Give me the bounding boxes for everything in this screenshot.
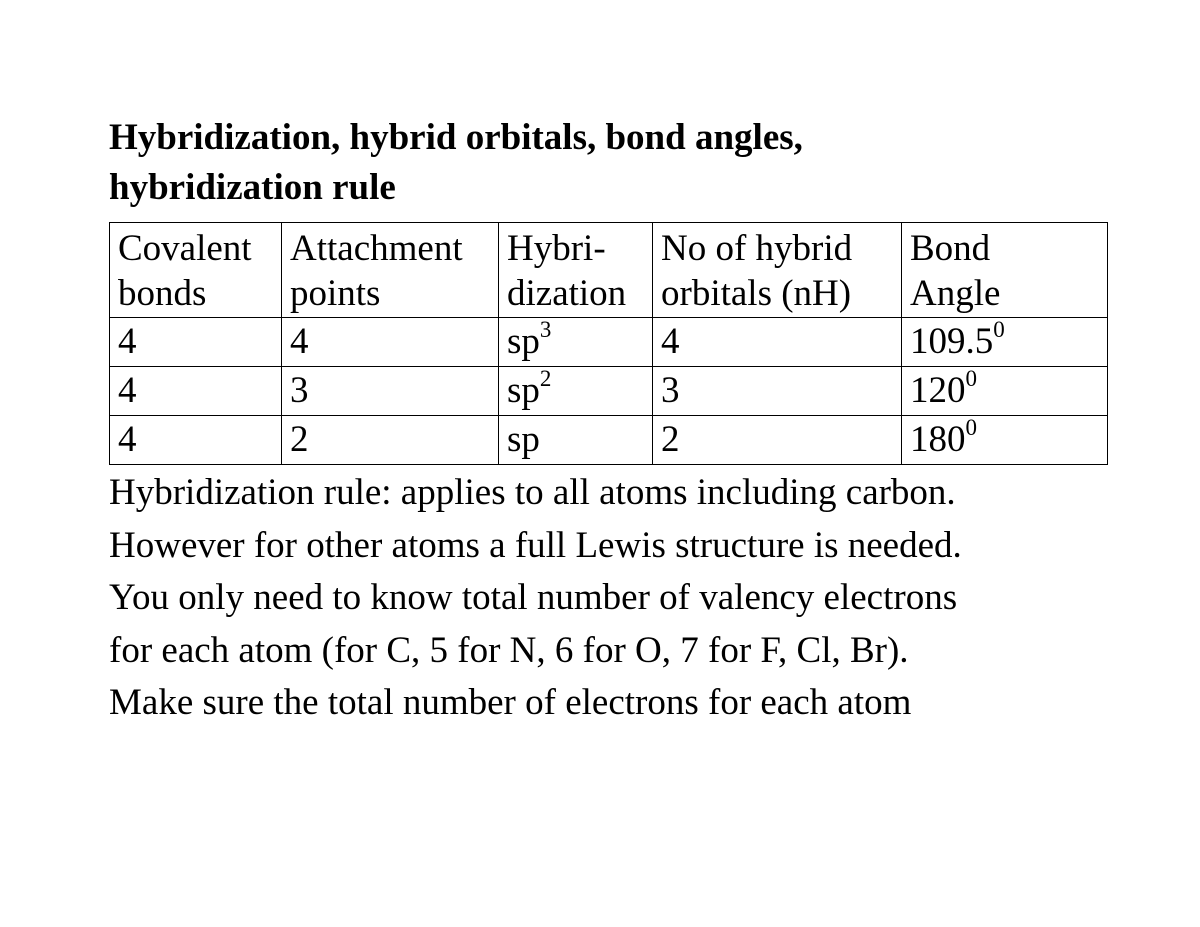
cell-hybrid-orbitals: 4 <box>653 318 902 367</box>
title-line-1: Hybridization, hybrid orbitals, bond angles, <box>109 117 803 158</box>
body-line: Make sure the total number of electrons for each atom <box>109 682 912 723</box>
table-row <box>110 318 1108 367</box>
cell-bond-angle: $120^0$ <box>902 367 1108 416</box>
cell-covalent-bonds: 4 <box>110 416 282 465</box>
body-line: However for other atoms a full Lewis structure is needed. <box>109 524 962 566</box>
cell-hybridization: sp <box>499 416 653 465</box>
body-line: for each atom (for C, 5 for N, 6 for O, 7 for F, Cl, Br). <box>109 629 909 671</box>
cell-covalent-bonds: 4 <box>110 367 282 416</box>
header-hybridization: Hybri- dization <box>499 223 653 318</box>
table-row <box>110 416 1108 465</box>
slide-title <box>109 113 1109 213</box>
body-line: You only need to know total number of valency electrons <box>109 577 958 618</box>
header-attachment-points: Attachment points <box>282 223 499 318</box>
title-line-2: hybridization rule <box>109 167 396 208</box>
body-line: Hybridization rule: applies to all atoms including carbon. <box>109 472 956 513</box>
cell-hybridization: $sp^2$ <box>499 367 653 416</box>
header-bond-angle: Bond Angle <box>902 223 1108 318</box>
hybridization-table <box>109 222 1108 465</box>
cell-attachment-points: 3 <box>282 367 499 416</box>
cell-hybridization: $sp^3$ <box>499 318 653 367</box>
cell-hybrid-orbitals: 3 <box>653 367 902 416</box>
table-row <box>110 367 1108 416</box>
header-covalent-bonds: Covalent bonds <box>110 223 282 318</box>
cell-attachment-points: 2 <box>282 416 499 465</box>
cell-attachment-points: 4 <box>282 318 499 367</box>
cell-hybrid-orbitals: 2 <box>653 416 902 465</box>
table-header-row <box>110 223 1108 318</box>
cell-bond-angle: $180^0$ <box>902 416 1108 465</box>
header-hybrid-orbitals: No of hybrid orbitals (nH) <box>653 223 902 318</box>
body-text <box>109 467 1109 730</box>
cell-bond-angle: 109.5$^0$ <box>902 318 1108 367</box>
slide <box>109 113 1109 730</box>
cell-covalent-bonds: 4 <box>110 318 282 367</box>
